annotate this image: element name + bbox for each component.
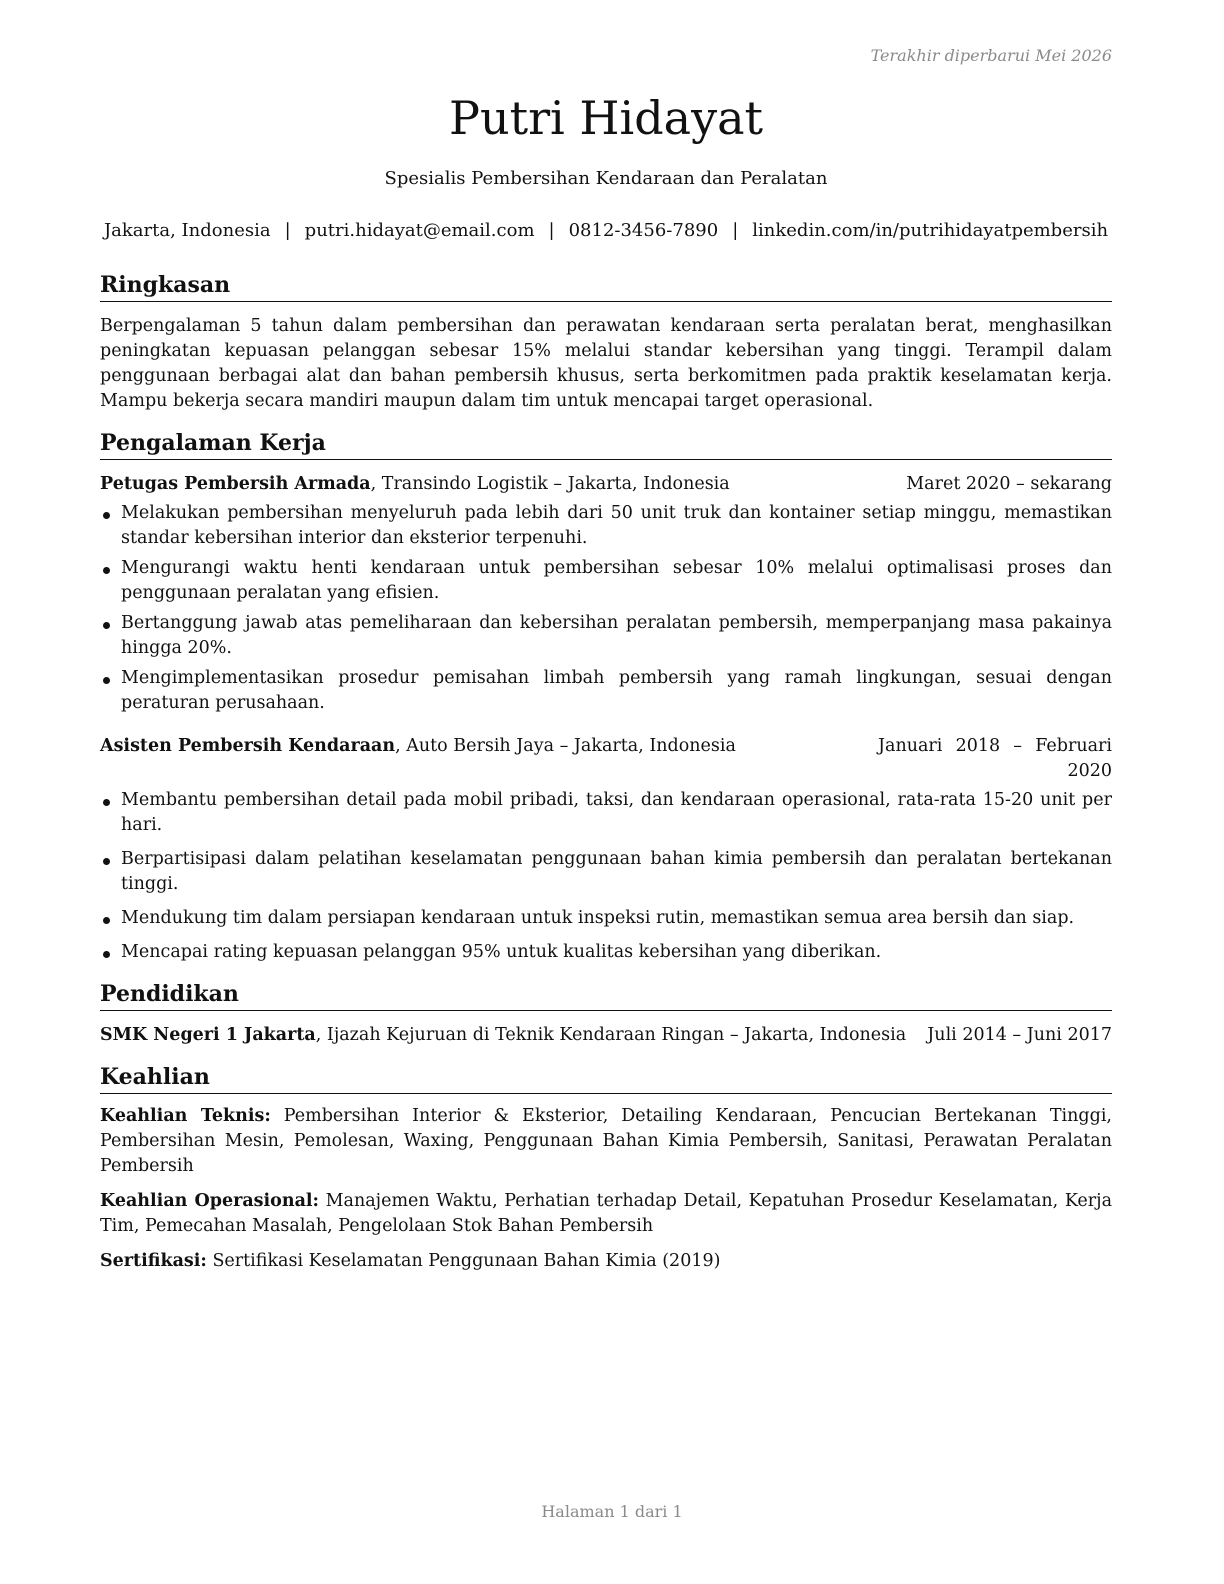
- contact-line: [100, 220, 1112, 241]
- contact-email[interactable]: putri.hidayat@email.com: [304, 220, 535, 241]
- skill-value: Pembersihan Interior & Eksterior, Detailing Kendaraan, Pencucian Bertekanan Tinggi, Pembersihan Mesin, Pemolesan, Waxing, Penggunaan Bahan Kimia Pembersih, Sanitasi, Perawatan Peralatan Pembersih: [100, 1106, 1112, 1176]
- bullet-icon: [103, 951, 110, 958]
- job-role: Petugas Pembersih Armada: [100, 474, 371, 494]
- contact-linkedin[interactable]: linkedin.com/in/putrihidayatpembersih: [752, 220, 1109, 241]
- section-title-summary: Ringkasan: [100, 270, 1112, 302]
- job-role: Asisten Pembersih Kendaraan: [100, 736, 396, 756]
- contact-separator: |: [284, 220, 291, 241]
- skill-group: [100, 1249, 1112, 1274]
- skill-value: Sertifikasi Keselamatan Penggunaan Bahan Kimia (2019): [206, 1251, 721, 1271]
- job-dates: Januari 2018 – Februari 2020: [878, 736, 1112, 781]
- section-title-education: Pendidikan: [100, 979, 1112, 1011]
- bullet-icon: [103, 567, 110, 574]
- job-bullet: Mengimplementasikan prosedur pemisahan limbah pembersih yang ramah lingkungan, sesuai dengan peraturan perusahaan.: [100, 666, 1112, 716]
- summary-section: [100, 270, 1112, 414]
- job-company: , Transindo Logistik – Jakarta, Indonesia: [370, 474, 730, 494]
- skill-group: [100, 1189, 1112, 1239]
- bullet-icon: [103, 512, 110, 519]
- education-dates: Juli 2014 – Juni 2017: [927, 1025, 1112, 1045]
- job-header: [100, 734, 1112, 784]
- bullet-icon: [103, 677, 110, 684]
- contact-location: Jakarta, Indonesia: [103, 220, 271, 241]
- contact-separator: |: [732, 220, 739, 241]
- skill-group: [100, 1104, 1112, 1179]
- summary-text: Berpengalaman 5 tahun dalam pembersihan dan perawatan kendaraan serta peralatan berat, menghasilkan peningkatan kepuasan pelanggan sebesar 15% melalui standar kebersihan yang tinggi. Terampil dalam penggunaan berbagai alat dan bahan pembersih khusus, serta berkomitmen pada praktik keselamatan kerja. Mampu bekerja secara mandiri maupun dalam tim untuk mencapai target operasional.: [100, 316, 1112, 411]
- contact-phone: 0812-3456-7890: [568, 220, 719, 241]
- page-number: Halaman 1 dari 1: [541, 1502, 683, 1521]
- job-bullet-list: [100, 501, 1112, 716]
- job-bullet: Bertanggung jawab atas pemeliharaan dan kebersihan peralatan pembersih, memperpanjang masa pakainya hingga 20%.: [100, 611, 1112, 661]
- experience-section: [100, 428, 1112, 965]
- education-section: [100, 979, 1112, 1048]
- job-bullet: Berpartisipasi dalam pelatihan keselamatan penggunaan bahan kimia pembersih dan peralatan bertekanan tinggi.: [100, 847, 1112, 897]
- bullet-icon: [103, 622, 110, 629]
- candidate-name: Putri Hidayat: [449, 91, 763, 145]
- job-bullet: Membantu pembersihan detail pada mobil pribadi, taksi, dan kendaraan operasional, rata-rata 15-20 unit per hari.: [100, 788, 1112, 838]
- contact-separator: |: [548, 220, 555, 241]
- skill-label: Keahlian Operasional:: [100, 1191, 320, 1211]
- skill-value: Manajemen Waktu, Perhatian terhadap Detail, Kepatuhan Prosedur Keselamatan, Kerja Tim, Pemecahan Masalah, Pengelolaan Stok Bahan Pembersih: [100, 1191, 1112, 1236]
- skill-label: Keahlian Teknis:: [100, 1106, 271, 1126]
- last-updated-note: Terakhir diperbarui Mei 2026: [870, 46, 1112, 65]
- education-entry: [100, 1023, 1112, 1048]
- section-title-experience: Pengalaman Kerja: [100, 428, 1112, 460]
- bullet-icon: [103, 917, 110, 924]
- job-bullet: Mengurangi waktu henti kendaraan untuk pembersihan sebesar 10% melalui optimalisasi proses dan penggunaan peralatan yang efisien.: [100, 556, 1112, 606]
- job-bullet: Melakukan pembersihan menyeluruh pada lebih dari 50 unit truk dan kontainer setiap minggu, memastikan standar kebersihan interior dan eksterior terpenuhi.: [100, 501, 1112, 551]
- job-header: [100, 472, 1112, 497]
- skills-section: [100, 1062, 1112, 1274]
- skill-label: Sertifikasi:: [100, 1251, 207, 1271]
- job-bullet: Mendukung tim dalam persiapan kendaraan untuk inspeksi rutin, memastikan semua area bersih dan siap.: [100, 906, 1112, 931]
- section-title-skills: Keahlian: [100, 1062, 1112, 1094]
- job-bullet: Mencapai rating kepuasan pelanggan 95% untuk kualitas kebersihan yang diberikan.: [100, 940, 1112, 965]
- resume-body: [100, 270, 1112, 1288]
- bullet-icon: [103, 858, 110, 865]
- job-dates: Maret 2020 – sekarang: [906, 474, 1112, 494]
- school-name: SMK Negeri 1 Jakarta: [100, 1025, 316, 1045]
- candidate-title: Spesialis Pembersihan Kendaraan dan Peralatan: [384, 168, 828, 189]
- job-company: , Auto Bersih Jaya – Jakarta, Indonesia: [395, 736, 736, 756]
- bullet-icon: [103, 799, 110, 806]
- education-detail: , Ijazah Kejuruan di Teknik Kendaraan Ringan – Jakarta, Indonesia: [315, 1025, 907, 1045]
- job-bullet-list: [100, 788, 1112, 965]
